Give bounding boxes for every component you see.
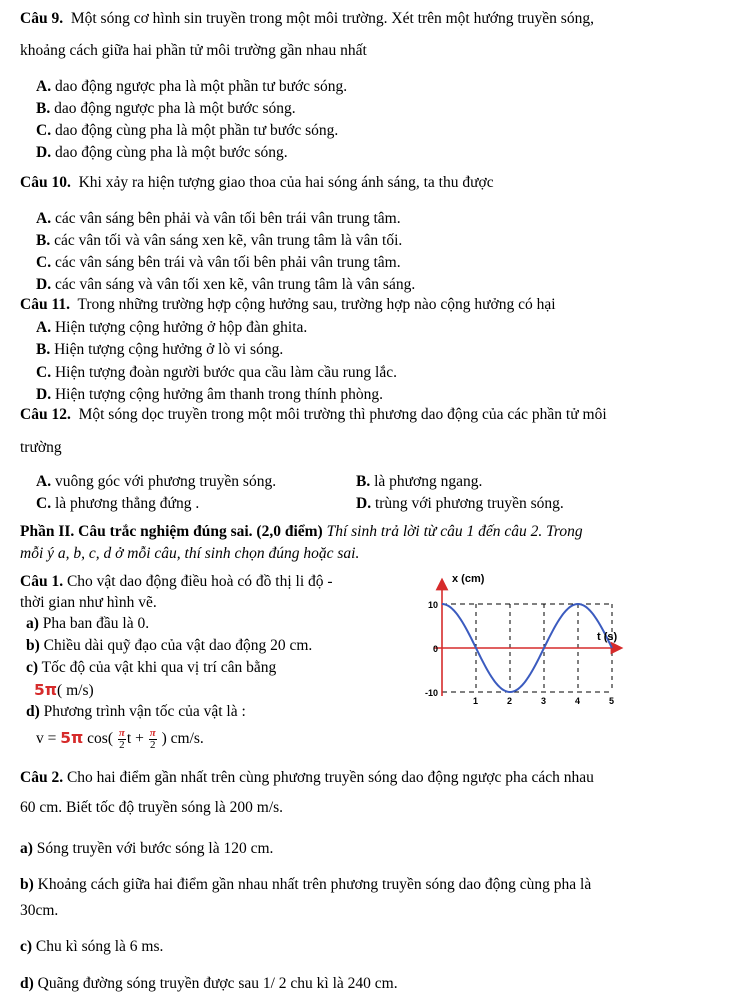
- p2q2-label: Câu 2.: [20, 769, 64, 786]
- p2q1-velocity-equation: [36, 725, 204, 752]
- q12-stem-line1: [20, 406, 607, 424]
- p2q1-item-c-5pi: 5π: [34, 681, 58, 699]
- q9-option-b-letter: B.: [36, 100, 51, 117]
- p2q1-item-d: [26, 703, 246, 721]
- q9-option-d-letter: D.: [36, 144, 52, 161]
- p2q2-stem-line2: 60 cm. Biết tốc độ truyền sóng là 200 m/s.: [20, 799, 284, 816]
- p2q1-item-c-letter: c): [26, 659, 39, 676]
- eq-amplitude: 5π: [60, 729, 84, 747]
- q10-text1: Khi xảy ra hiện tượng giao thoa của hai sóng ánh sáng, ta thu được: [78, 174, 494, 191]
- p2q1-item-c: [26, 659, 276, 677]
- p2q2-item-b: [20, 876, 591, 894]
- p2q1-stem-line2: thời gian như hình vẽ.: [20, 594, 157, 611]
- q12-option-a-text: vuông góc với phương truyền sóng.: [54, 473, 277, 490]
- q10-option-a: [36, 210, 401, 228]
- p2q2-item-b-letter: b): [20, 876, 34, 893]
- q10-option-d-text: các vân sáng và vân tối xen kẽ, vân trung tâm là vân sáng.: [54, 276, 416, 293]
- q11-option-c-text: Hiện tượng đoàn người bước qua cầu làm cầu rung lắc.: [54, 364, 397, 381]
- q9-option-c-letter: C.: [36, 122, 52, 139]
- p2q1-item-a-text: Pha ban đầu là 0.: [42, 615, 150, 632]
- p2q2-item-a: [20, 840, 273, 858]
- q9-option-a: [36, 78, 347, 96]
- q11-option-a-letter: A.: [36, 319, 52, 336]
- p2q1-item-b: [26, 637, 312, 655]
- q11-option-a: [36, 319, 307, 337]
- q10-option-d-letter: D.: [36, 276, 52, 293]
- tick-labels: [425, 600, 614, 706]
- eq-v: v =: [36, 730, 61, 747]
- x-axis-label: t (s): [597, 631, 618, 643]
- x-tick-label-3: 3: [541, 696, 547, 706]
- p2q1-item-a: [26, 615, 149, 633]
- q11-option-b-letter: B.: [36, 341, 51, 358]
- p2q2-item-a-letter: a): [20, 840, 33, 857]
- p2q1-item-d-letter: d): [26, 703, 40, 720]
- q10-option-c-letter: C.: [36, 254, 52, 271]
- q10-label: Câu 10.: [20, 174, 71, 191]
- eq-end: ) cm/s.: [157, 730, 204, 747]
- q11-option-d: [36, 386, 383, 404]
- q9-option-a-text: dao động ngược pha là một phần tư bước sóng.: [54, 78, 348, 95]
- q11-option-c: [36, 364, 397, 382]
- q9-label: Câu 9.: [20, 10, 64, 27]
- x-tick-label-4: 4: [575, 696, 581, 706]
- q11-option-b-text: Hiện tượng cộng hưởng ở lò vi sóng.: [54, 341, 284, 358]
- q10-option-c: [36, 254, 401, 272]
- p2q1-item-b-text: Chiều dài quỹ đạo của vật dao động 20 cm.: [43, 637, 313, 654]
- q12-option-b-letter: B.: [356, 473, 371, 490]
- q12-option-d-text: trùng với phương truyền sóng.: [374, 495, 564, 512]
- q12-text1: Một sóng dọc truyền trong một môi trường thì phương dao động của các phần tử môi: [78, 406, 607, 423]
- q11-stem: [20, 296, 556, 314]
- q9-option-b: [36, 100, 296, 118]
- p2q2-item-b-text: Khoảng cách giữa hai điểm gần nhau nhất trên phương truyền sóng dao động cùng pha là: [37, 876, 592, 893]
- q12-option-a: [36, 473, 276, 491]
- q10-option-b-text: các vân tối và vân sáng xen kẽ, vân trung tâm là vân tối.: [54, 232, 403, 249]
- eq-frac-1-num: π: [118, 726, 125, 739]
- q12-option-c-text: là phương thẳng đứng .: [54, 495, 200, 512]
- q10-stem: [20, 174, 494, 192]
- p2q2-item-c-letter: c): [20, 938, 33, 955]
- q9-option-c-text: dao động cùng pha là một phần tư bước sóng.: [54, 122, 339, 139]
- q12-option-d: [356, 495, 564, 513]
- q11-option-d-text: Hiện tượng cộng hưởng âm thanh trong thính phòng.: [54, 386, 384, 403]
- q9-option-b-text: dao động ngược pha là một bước sóng.: [54, 100, 296, 117]
- displacement-time-graph: [412, 568, 642, 708]
- q9-option-c: [36, 122, 338, 140]
- part2-heading: Phần II. Câu trắc nghiệm đúng sai. (2,0 điểm): [20, 523, 323, 540]
- x-tick-label-1: 1: [473, 696, 479, 706]
- eq-frac-2-num: π: [149, 726, 156, 739]
- p2q1-label: Câu 1.: [20, 573, 64, 590]
- q12-option-a-letter: A.: [36, 473, 52, 490]
- q11-option-a-text: Hiện tượng cộng hưởng ở hộp đàn ghita.: [54, 319, 308, 336]
- q10-option-d: [36, 276, 415, 294]
- q11-option-d-letter: D.: [36, 386, 52, 403]
- q11-text1: Trong những trường hợp cộng hưởng sau, trường hợp nào cộng hưởng có hại: [77, 296, 556, 313]
- part2-heading-line: [20, 523, 583, 541]
- p2q1-stem-line1: [20, 573, 333, 591]
- q10-option-b: [36, 232, 402, 250]
- q10-option-b-letter: B.: [36, 232, 51, 249]
- p2q1-item-d-text: Phương trình vận tốc của vật là :: [43, 703, 246, 720]
- p2q1-text1: Cho vật dao động điều hoà có đồ thị li độ -: [66, 573, 333, 590]
- p2q1-item-c-unit: ( m/s): [57, 682, 94, 699]
- p2q2-item-a-text: Sóng truyền với bước sóng là 120 cm.: [36, 840, 274, 857]
- p2q2-item-d-text: Quãng đường sóng truyền được sau 1/ 2 chu kì là 240 cm.: [37, 975, 398, 992]
- p2q2-item-d-letter: d): [20, 975, 34, 992]
- p2q1-item-c-value: [34, 681, 94, 700]
- eq-cos: cos(: [83, 730, 117, 747]
- q12-option-c-letter: C.: [36, 495, 52, 512]
- p2q1-item-c-text: Tốc độ của vật khi qua vị trí cân bằng: [41, 659, 277, 676]
- q10-option-a-text: các vân sáng bên phải và vân tối bên trái vân trung tâm.: [54, 210, 401, 227]
- q9-text1: Một sóng cơ hình sin truyền trong một môi trường. Xét trên một hướng truyền sóng,: [70, 10, 594, 27]
- part2-instruction-1: Thí sinh trả lời từ câu 1 đến câu 2. Trong: [326, 523, 583, 540]
- q11-option-b: [36, 341, 283, 359]
- q12-option-d-letter: D.: [356, 495, 372, 512]
- x-tick-label-5: 5: [609, 696, 615, 706]
- q9-option-a-letter: A.: [36, 78, 52, 95]
- p2q2-item-b-cont: 30cm.: [20, 902, 59, 919]
- q9-option-d-text: dao động cùng pha là một bước sóng.: [54, 144, 288, 161]
- q12-label: Câu 12.: [20, 406, 71, 423]
- eq-t: t +: [126, 730, 148, 747]
- p2q2-item-c: [20, 938, 163, 956]
- q12-stem-line2: trường: [20, 439, 62, 456]
- q12-option-b-text: là phương ngang.: [374, 473, 483, 490]
- q9-stem-line2: khoảng cách giữa hai phần tử môi trường gần nhau nhất: [20, 42, 367, 59]
- p2q2-item-d: [20, 975, 398, 993]
- q12-option-b: [356, 473, 482, 491]
- q11-label: Câu 11.: [20, 296, 70, 313]
- q10-option-c-text: các vân sáng bên trái và vân tối bên phải vân trung tâm.: [54, 254, 401, 271]
- q9-stem-line1: [20, 10, 594, 28]
- y-tick-label--10: -10: [424, 688, 438, 698]
- q11-option-c-letter: C.: [36, 364, 52, 381]
- p2q1-item-a-letter: a): [26, 615, 39, 632]
- p2q2-item-c-text: Chu kì sóng là 6 ms.: [35, 938, 164, 955]
- eq-frac-2: [149, 728, 157, 751]
- q12-option-c: [36, 495, 199, 513]
- x-tick-label-2: 2: [507, 696, 513, 706]
- q9-option-d: [36, 144, 288, 162]
- q10-option-a-letter: A.: [36, 210, 52, 227]
- y-axis-label: x (cm): [452, 573, 485, 585]
- eq-frac-2-den: 2: [149, 738, 156, 751]
- eq-frac-1-den: 2: [119, 738, 125, 751]
- eq-frac-1: [118, 728, 126, 751]
- y-tick-label-0: 0: [432, 644, 438, 654]
- p2q2-stem-line1: [20, 769, 594, 787]
- p2q2-text1: Cho hai điểm gần nhất trên cùng phương truyền sóng dao động ngược pha cách nhau: [66, 769, 594, 786]
- p2q1-item-b-letter: b): [26, 637, 40, 654]
- part2-instruction-2: mỗi ý a, b, c, d ở mỗi câu, thí sinh chọn đúng hoặc sai.: [20, 545, 360, 562]
- y-tick-label-10: 10: [427, 600, 438, 610]
